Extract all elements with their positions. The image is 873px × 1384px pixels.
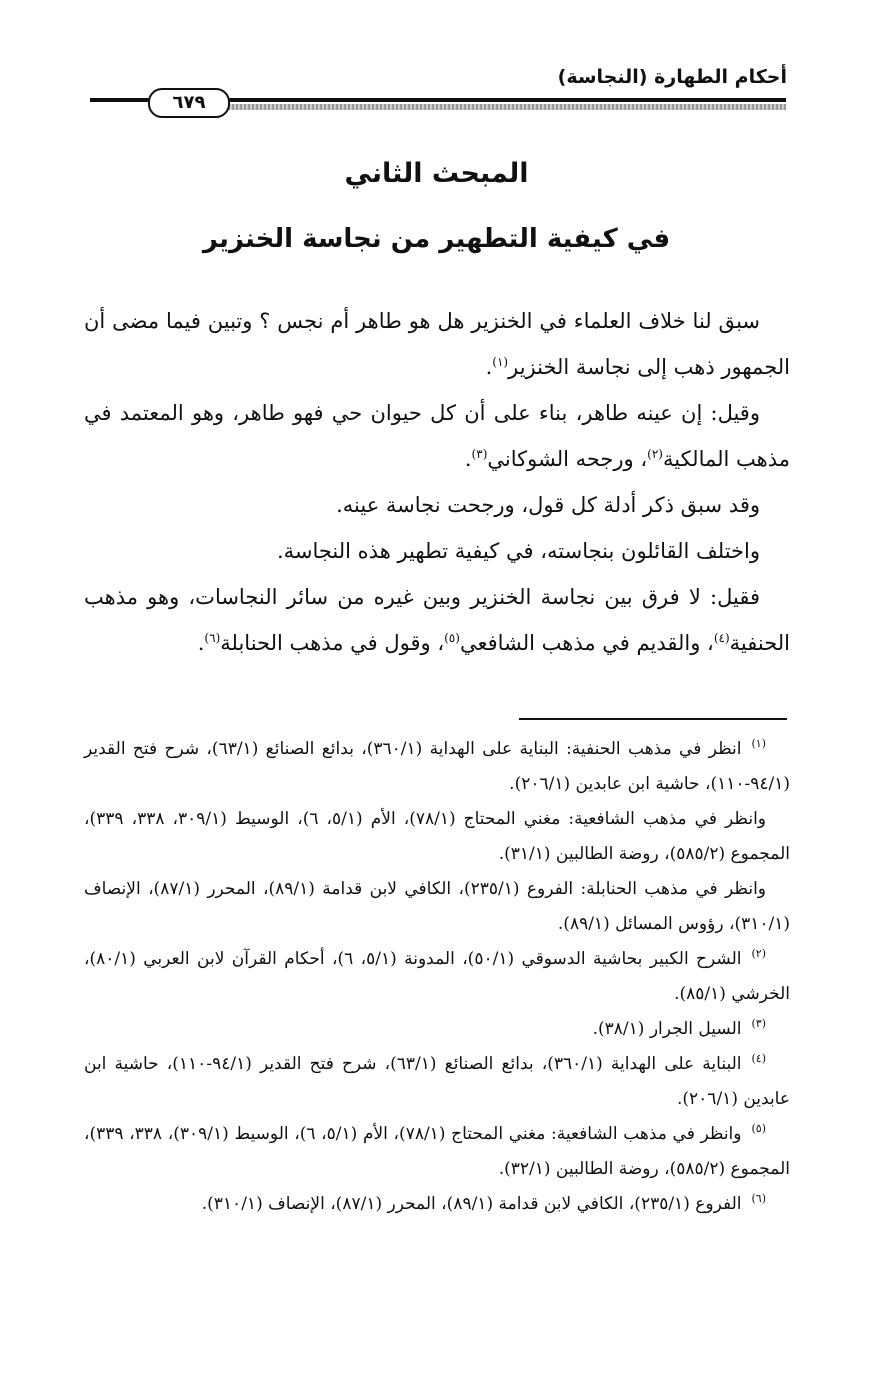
page-number: ٦٧٩ (148, 88, 230, 118)
footnote-number: (٤) (751, 1052, 767, 1066)
footnote (84, 942, 790, 1012)
body-text (84, 298, 790, 666)
paragraph (84, 390, 790, 482)
footnote-number: (٢) (751, 947, 766, 961)
footnote-text: البناية على الهداية (٣٦٠/١)، بدائع الصنائع (٦٣/١)، شرح فتح القدير (٩٤/١-١١٠)، حاشية ابن عابدين (٢٠٦/١). (84, 1054, 790, 1109)
footnote-number: (٣) (751, 1017, 766, 1031)
text-run: ، وقول في مذهب الحنابلة (220, 631, 445, 655)
header-rule-shaded (228, 104, 786, 110)
paragraph (84, 574, 790, 666)
paragraph (84, 298, 790, 390)
footnote-number: (١) (751, 737, 767, 751)
text-run: . (464, 447, 472, 471)
paragraph: واختلف القائلون بنجاسته، في كيفية تطهير هذه النجاسة. (276, 539, 760, 563)
footnote-number: (٥) (751, 1122, 766, 1136)
text-run: . (485, 355, 493, 379)
footnote-text: وانظر في مذهب الشافعية: مغني المحتاج (٧٨/١)، الأم (٥/١، ٦)، الوسيط (٣٠٩/١)، ٣٣٨، ٣٣٩)، المجموع (٥٨٥/٢)، روضة الطالبين (٣٢/١). (84, 1124, 790, 1179)
paragraph: وقد سبق ذكر أدلة كل قول، ورجحت نجاسة عينه. (336, 493, 760, 517)
footnote-text: السيل الجرار (٣٨/١). (592, 1019, 742, 1039)
section-subtitle: في كيفية التطهير من نجاسة الخنزير (202, 224, 671, 254)
section-title: المبحث الثاني (344, 158, 529, 189)
footnote-ref[interactable]: (٦) (204, 631, 221, 645)
footnote-continuation: وانظر في مذهب الحنابلة: الفروع (٢٣٥/١)، الكافي لابن قدامة (٨٩/١)، المحرر (٨٧/١)، الإنصاف (٣١٠/١)، رؤوس المسائل (٨٩/١). (84, 879, 790, 934)
footnote-ref[interactable]: (٤) (713, 631, 730, 645)
footnote (84, 1047, 790, 1117)
text-run: وقيل: إن عينه طاهر، بناء على أن كل حيوان حي فهو طاهر، وهو المعتمد في مذهب المالكية (84, 401, 790, 471)
footnote-ref[interactable]: (٥) (444, 631, 460, 645)
footnote-continuation: وانظر في مذهب الشافعية: مغني المحتاج (٧٨/١)، الأم (٥/١، ٦)، الوسيط (٣٠٩/١، ٣٣٨، ٣٣٩)، المجموع (٥٨٥/٢)، روضة الطالبين (٣١/١). (84, 809, 790, 864)
footnotes (84, 732, 790, 1222)
text-run: ، والقديم في مذهب الشافعي (459, 631, 714, 655)
text-run: . (197, 631, 205, 655)
footnote (84, 1187, 790, 1222)
footnote (84, 1117, 790, 1187)
text-run: سبق لنا خلاف العلماء في الخنزير هل هو طاهر أم نجس ؟ وتبين فيما مضى أن الجمهور ذهب إلى نجاسة الخنزير (84, 309, 790, 379)
running-title: أحكام الطهارة (النجاسة) (557, 66, 787, 88)
footnote-text: الفروع (٢٣٥/١)، الكافي لابن قدامة (٨٩/١)، المحرر (٨٧/١)، الإنصاف (٣١٠/١). (201, 1194, 742, 1214)
footnote-number: (٦) (751, 1192, 766, 1206)
footnote (84, 1012, 790, 1047)
text-run: ، ورجحه الشوكاني (487, 447, 648, 471)
footnote-text: انظر في مذهب الحنفية: البناية على الهداية (٣٦٠/١)، بدائع الصنائع (٦٣/١)، شرح فتح القدير (٩٤/١-١١٠)، حاشية ابن عابدين (٢٠٦/١). (84, 739, 790, 794)
text-run: فقيل: لا فرق بين نجاسة الخنزير وبين غيره من سائر النجاسات، وهو مذهب الحنفية (84, 585, 790, 655)
footnote (84, 732, 790, 802)
footnote-ref[interactable]: (٣) (471, 447, 488, 461)
footnote-text: الشرح الكبير بحاشية الدسوقي (٥٠/١)، المدونة (٥/١، ٦)، أحكام القرآن لابن العربي (٨٠/١)، الخرشي (٨٥/١). (84, 949, 790, 1004)
footnote-ref[interactable]: (٢) (647, 447, 663, 461)
footnote-separator (519, 718, 787, 720)
footnote-ref[interactable]: (١) (492, 355, 509, 369)
